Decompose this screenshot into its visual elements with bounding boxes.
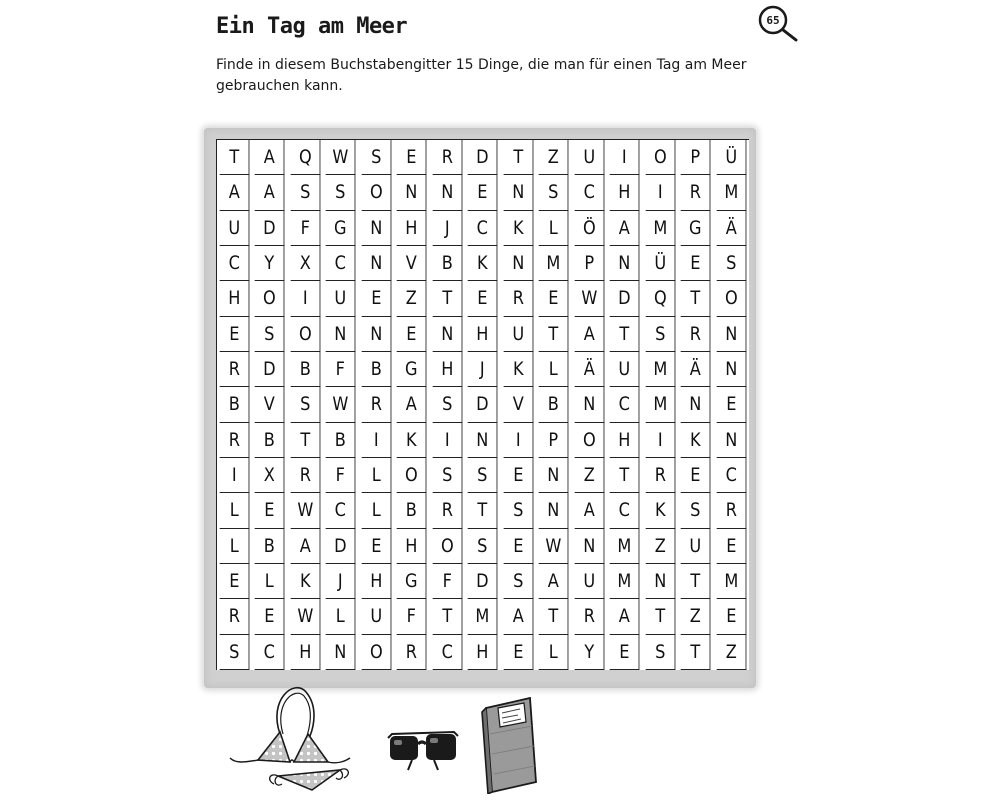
grid-cell: R [503, 281, 533, 316]
grid-cell: H [468, 635, 498, 670]
grid-cell: E [681, 458, 711, 493]
grid-cell: L [539, 635, 569, 670]
grid-cell: W [291, 599, 321, 634]
grid-cell: Z [574, 458, 604, 493]
grid-cell: E [397, 140, 427, 175]
grid-cell: H [397, 211, 427, 246]
grid-cell: H [291, 635, 321, 670]
grid-cell: S [503, 493, 533, 528]
grid-cell: E [362, 281, 392, 316]
grid-cell: C [326, 246, 356, 281]
grid-cell: R [681, 317, 711, 352]
grid-cell: I [610, 140, 640, 175]
book-icon [478, 694, 542, 794]
grid-cell: J [468, 352, 498, 387]
grid-cell: T [645, 599, 675, 634]
grid-cell: F [432, 564, 462, 599]
grid-cell: H [468, 317, 498, 352]
grid-cell: E [220, 564, 250, 599]
grid-cell: H [220, 281, 250, 316]
grid-cell: T [610, 458, 640, 493]
grid-cell: N [503, 246, 533, 281]
grid-cell: N [716, 317, 746, 352]
grid-cell: D [326, 529, 356, 564]
grid-cell: N [397, 175, 427, 210]
grid-cell: B [326, 423, 356, 458]
grid-cell: A [610, 599, 640, 634]
grid-cell: Z [681, 599, 711, 634]
grid-cell: E [503, 635, 533, 670]
grid-cell: N [362, 317, 392, 352]
grid-cell: Q [291, 140, 321, 175]
grid-cell: N [432, 175, 462, 210]
grid-cell: G [681, 211, 711, 246]
grid-cell: R [220, 599, 250, 634]
grid-cell: Ä [681, 352, 711, 387]
page-title: Ein Tag am Meer [216, 14, 408, 39]
grid-cell: Z [716, 635, 746, 670]
grid-cell: C [468, 211, 498, 246]
grid-cell: N [326, 635, 356, 670]
bikini-icon [228, 680, 358, 792]
grid-cell: S [681, 493, 711, 528]
grid-cell: N [574, 529, 604, 564]
grid-cell: J [432, 211, 462, 246]
grid-cell: L [220, 493, 250, 528]
grid-cell: B [362, 352, 392, 387]
grid-cell: S [468, 458, 498, 493]
grid-cell: Z [539, 140, 569, 175]
grid-cell: Ü [716, 140, 746, 175]
grid-cell: R [362, 387, 392, 422]
grid-cell: Y [255, 246, 285, 281]
grid-cell: W [291, 493, 321, 528]
grid-cell: S [291, 387, 321, 422]
grid-cell: L [255, 564, 285, 599]
grid-cell: T [468, 493, 498, 528]
grid-cell: N [716, 423, 746, 458]
grid-cell: E [255, 599, 285, 634]
grid-cell: K [681, 423, 711, 458]
grid-cell: F [326, 352, 356, 387]
word-search-grid [216, 139, 749, 670]
grid-cell: M [468, 599, 498, 634]
grid-cell: A [610, 211, 640, 246]
grid-cell: N [539, 458, 569, 493]
grid-cell: E [503, 529, 533, 564]
grid-cell: S [326, 175, 356, 210]
grid-cell: A [503, 599, 533, 634]
page-number: 65 [766, 13, 780, 27]
grid-cell: I [645, 423, 675, 458]
grid-cell: L [539, 352, 569, 387]
grid-cell: B [291, 352, 321, 387]
grid-cell: N [645, 564, 675, 599]
grid-cell: N [716, 352, 746, 387]
grid-cell: R [574, 599, 604, 634]
grid-cell: V [255, 387, 285, 422]
grid-cell: B [397, 493, 427, 528]
grid-cell: B [220, 387, 250, 422]
grid-cell: L [362, 458, 392, 493]
grid-cell: U [326, 281, 356, 316]
grid-cell: H [432, 352, 462, 387]
grid-cell: O [645, 140, 675, 175]
grid-cell: E [362, 529, 392, 564]
grid-cell: K [645, 493, 675, 528]
grid-cell: E [220, 317, 250, 352]
grid-cell: C [432, 635, 462, 670]
grid-cell: I [362, 423, 392, 458]
grid-cell: H [610, 175, 640, 210]
grid-cell: G [326, 211, 356, 246]
instructions-text: Finde in diesem Buchstabengitter 15 Dinge, die man für einen Tag am Meer gebrauchen kann. [216, 57, 747, 94]
grid-cell: O [362, 635, 392, 670]
grid-cell: D [610, 281, 640, 316]
grid-cell: C [610, 387, 640, 422]
grid-cell: A [574, 493, 604, 528]
grid-cell: M [716, 564, 746, 599]
grid-cell: E [610, 635, 640, 670]
grid-cell: U [574, 140, 604, 175]
grid-cell: F [326, 458, 356, 493]
grid-cell: H [397, 529, 427, 564]
grid-cell: K [291, 564, 321, 599]
grid-cell: M [716, 175, 746, 210]
grid-cell: S [220, 635, 250, 670]
grid-cell: Z [397, 281, 427, 316]
grid-cell: K [503, 211, 533, 246]
grid-cell: V [397, 246, 427, 281]
grid-cell: R [397, 635, 427, 670]
grid-cell: F [397, 599, 427, 634]
grid-cell: D [255, 352, 285, 387]
grid-cell: L [539, 211, 569, 246]
grid-cell: S [432, 458, 462, 493]
grid-cell: T [681, 281, 711, 316]
grid-cell: H [610, 423, 640, 458]
grid-cell: N [539, 493, 569, 528]
grid-cell: B [539, 387, 569, 422]
grid-cell: L [220, 529, 250, 564]
grid-cell: A [291, 529, 321, 564]
grid-cell: E [716, 599, 746, 634]
grid-cell: E [716, 387, 746, 422]
grid-cell: M [610, 529, 640, 564]
grid-cell: E [397, 317, 427, 352]
grid-cell: M [645, 352, 675, 387]
grid-cell: R [681, 175, 711, 210]
grid-cell: T [681, 635, 711, 670]
page-number-badge [758, 5, 802, 49]
grid-cell: E [255, 493, 285, 528]
grid-cell: T [539, 599, 569, 634]
grid-cell: D [468, 140, 498, 175]
grid-cell: W [326, 140, 356, 175]
grid-cell: Q [645, 281, 675, 316]
grid-cell: S [716, 246, 746, 281]
grid-cell: Ö [574, 211, 604, 246]
grid-cell: C [574, 175, 604, 210]
grid-cell: O [362, 175, 392, 210]
grid-cell: N [468, 423, 498, 458]
grid-cell: T [539, 317, 569, 352]
grid-cell: F [291, 211, 321, 246]
grid-cell: P [681, 140, 711, 175]
grid-cell: U [574, 564, 604, 599]
grid-cell: U [681, 529, 711, 564]
grid-cell: K [397, 423, 427, 458]
grid-cell: X [255, 458, 285, 493]
grid-cell: I [432, 423, 462, 458]
grid-cell: N [326, 317, 356, 352]
grid-cell: E [468, 281, 498, 316]
grid-cell: N [681, 387, 711, 422]
grid-cell: S [432, 387, 462, 422]
grid-cell: S [539, 175, 569, 210]
grid-cell: L [362, 493, 392, 528]
grid-cell: I [645, 175, 675, 210]
grid-cell: R [432, 493, 462, 528]
grid-cell: T [432, 281, 462, 316]
grid-cell: T [432, 599, 462, 634]
grid-cell: Ä [716, 211, 746, 246]
grid-cell: S [291, 175, 321, 210]
grid-cell: T [610, 317, 640, 352]
grid-cell: S [645, 317, 675, 352]
grid-cell: M [539, 246, 569, 281]
grid-cell: J [326, 564, 356, 599]
grid-cell: I [220, 458, 250, 493]
grid-cell: A [539, 564, 569, 599]
grid-cell: M [645, 387, 675, 422]
grid-cell: R [220, 352, 250, 387]
grid-cell: S [503, 564, 533, 599]
grid-cell: S [468, 529, 498, 564]
grid-cell: B [255, 529, 285, 564]
grid-cell: D [255, 211, 285, 246]
grid-cell: Z [645, 529, 675, 564]
grid-cell: R [291, 458, 321, 493]
grid-cell: T [220, 140, 250, 175]
grid-cell: V [503, 387, 533, 422]
grid-cell: O [255, 281, 285, 316]
grid-cell: N [362, 211, 392, 246]
grid-cell: N [362, 246, 392, 281]
grid-cell: E [503, 458, 533, 493]
grid-cell: L [326, 599, 356, 634]
grid-cell: D [468, 387, 498, 422]
grid-cell: Ä [574, 352, 604, 387]
grid-cell: A [255, 175, 285, 210]
grid-cell: A [574, 317, 604, 352]
grid-cell: E [468, 175, 498, 210]
grid-cell: S [645, 635, 675, 670]
grid-cell: C [255, 635, 285, 670]
grid-cell: E [681, 246, 711, 281]
grid-cell: N [610, 246, 640, 281]
grid-cell: S [255, 317, 285, 352]
sunglasses-icon [386, 724, 460, 772]
grid-cell: E [539, 281, 569, 316]
grid-cell: H [362, 564, 392, 599]
grid-cell: C [326, 493, 356, 528]
grid-cell: P [539, 423, 569, 458]
grid-cell: N [432, 317, 462, 352]
grid-cell: D [468, 564, 498, 599]
grid-cell: R [716, 493, 746, 528]
grid-cell: G [397, 564, 427, 599]
grid-cell: G [397, 352, 427, 387]
grid-cell: W [539, 529, 569, 564]
grid-cell: R [645, 458, 675, 493]
grid-cell: B [432, 246, 462, 281]
grid-cell: Ü [645, 246, 675, 281]
grid-cell: I [503, 423, 533, 458]
grid-cell: A [255, 140, 285, 175]
grid-cell: A [397, 387, 427, 422]
grid-cell: A [220, 175, 250, 210]
grid-cell: M [610, 564, 640, 599]
grid-cell: T [503, 140, 533, 175]
grid-cell: S [362, 140, 392, 175]
grid-cell: U [503, 317, 533, 352]
grid-cell: M [645, 211, 675, 246]
grid-cell: O [432, 529, 462, 564]
grid-cell: U [220, 211, 250, 246]
grid-cell: O [291, 317, 321, 352]
grid-cell: O [397, 458, 427, 493]
grid-cell: T [291, 423, 321, 458]
grid-cell: C [716, 458, 746, 493]
grid-cell: C [610, 493, 640, 528]
grid-cell: U [362, 599, 392, 634]
grid-cell: B [255, 423, 285, 458]
grid-cell: W [574, 281, 604, 316]
grid-cell: I [291, 281, 321, 316]
grid-cell: K [468, 246, 498, 281]
grid-cell: T [681, 564, 711, 599]
grid-cell: N [503, 175, 533, 210]
grid-cell: O [716, 281, 746, 316]
grid-cell: E [716, 529, 746, 564]
grid-cell: O [574, 423, 604, 458]
grid-cell: R [432, 140, 462, 175]
grid-cell: N [574, 387, 604, 422]
grid-cell: K [503, 352, 533, 387]
grid-cell: R [220, 423, 250, 458]
grid-cell: P [574, 246, 604, 281]
grid-cell: C [220, 246, 250, 281]
grid-cell: W [326, 387, 356, 422]
grid-cell: X [291, 246, 321, 281]
grid-cell: U [610, 352, 640, 387]
grid-cell: Y [574, 635, 604, 670]
